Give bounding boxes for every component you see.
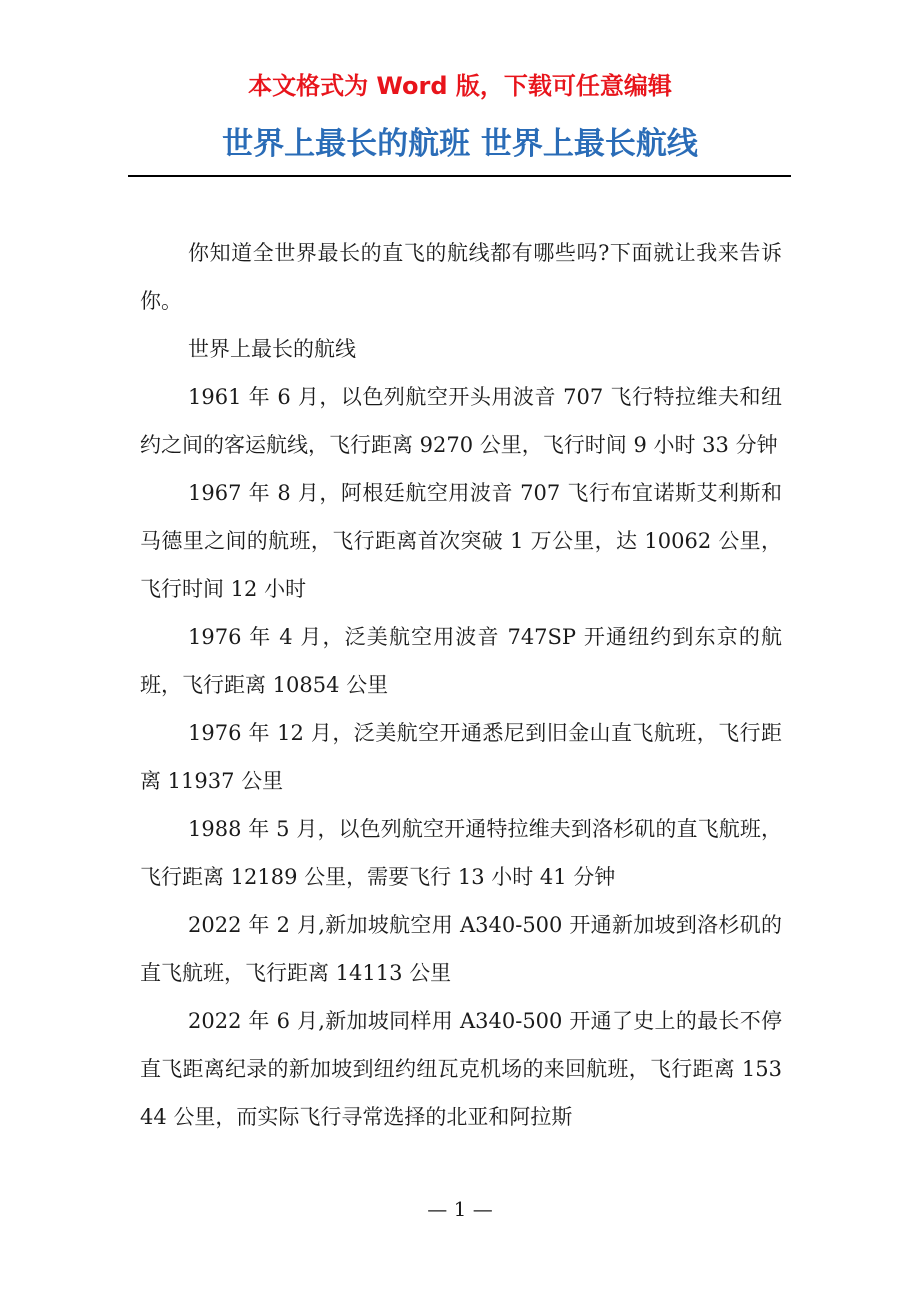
page-title: 世界上最长的航班 世界上最长航线: [222, 126, 698, 162]
title-divider: [128, 175, 791, 177]
page-number: — 1 —: [427, 1197, 493, 1221]
format-notice: 本文格式为 Word 版，下载可任意编辑: [248, 72, 672, 100]
paragraph-2022-feb: 2022 年 2 月,新加坡航空用 A340-500 开通新加坡到洛杉矶的直飞航班，飞行距离 14113 公里: [140, 913, 782, 985]
paragraph-1961: 1961 年 6 月，以色列航空开头用波音 707 飞行特拉维夫和纽约之间的客运航线，飞行距离 9270 公里，飞行时间 9 小时 33 分钟: [140, 385, 782, 457]
paragraph-intro: 你知道全世界最长的直飞的航线都有哪些吗?下面就让我来告诉你。: [140, 241, 782, 313]
paragraph-1976-apr: 1976 年 4 月，泛美航空用波音 747SP 开通纽约到东京的航班，飞行距离 10854 公里: [140, 625, 782, 697]
paragraph-1976-dec: 1976 年 12 月，泛美航空开通悉尼到旧金山直飞航班，飞行距离 11937 公里: [140, 721, 782, 793]
paragraph-2022-jun: 2022 年 6 月,新加坡同样用 A340-500 开通了史上的最长不停直飞距离纪录的新加坡到纽约纽瓦克机场的来回航班，飞行距离 15344 公里，而实际飞行寻常选择的北亚和阿拉斯: [140, 1009, 782, 1129]
paragraph-1988: 1988 年 5 月，以色列航空开通特拉维夫到洛杉矶的直飞航班，飞行距离 12189 公里，需要飞行 13 小时 41 分钟: [140, 817, 782, 889]
document-body: [140, 229, 782, 1141]
paragraph-subheading: 世界上最长的航线: [188, 337, 356, 361]
paragraph-1967: 1967 年 8 月，阿根廷航空用波音 707 飞行布宜诺斯艾利斯和马德里之间的航班，飞行距离首次突破 1 万公里，达 10062 公里，飞行时间 12 小时: [140, 481, 782, 601]
